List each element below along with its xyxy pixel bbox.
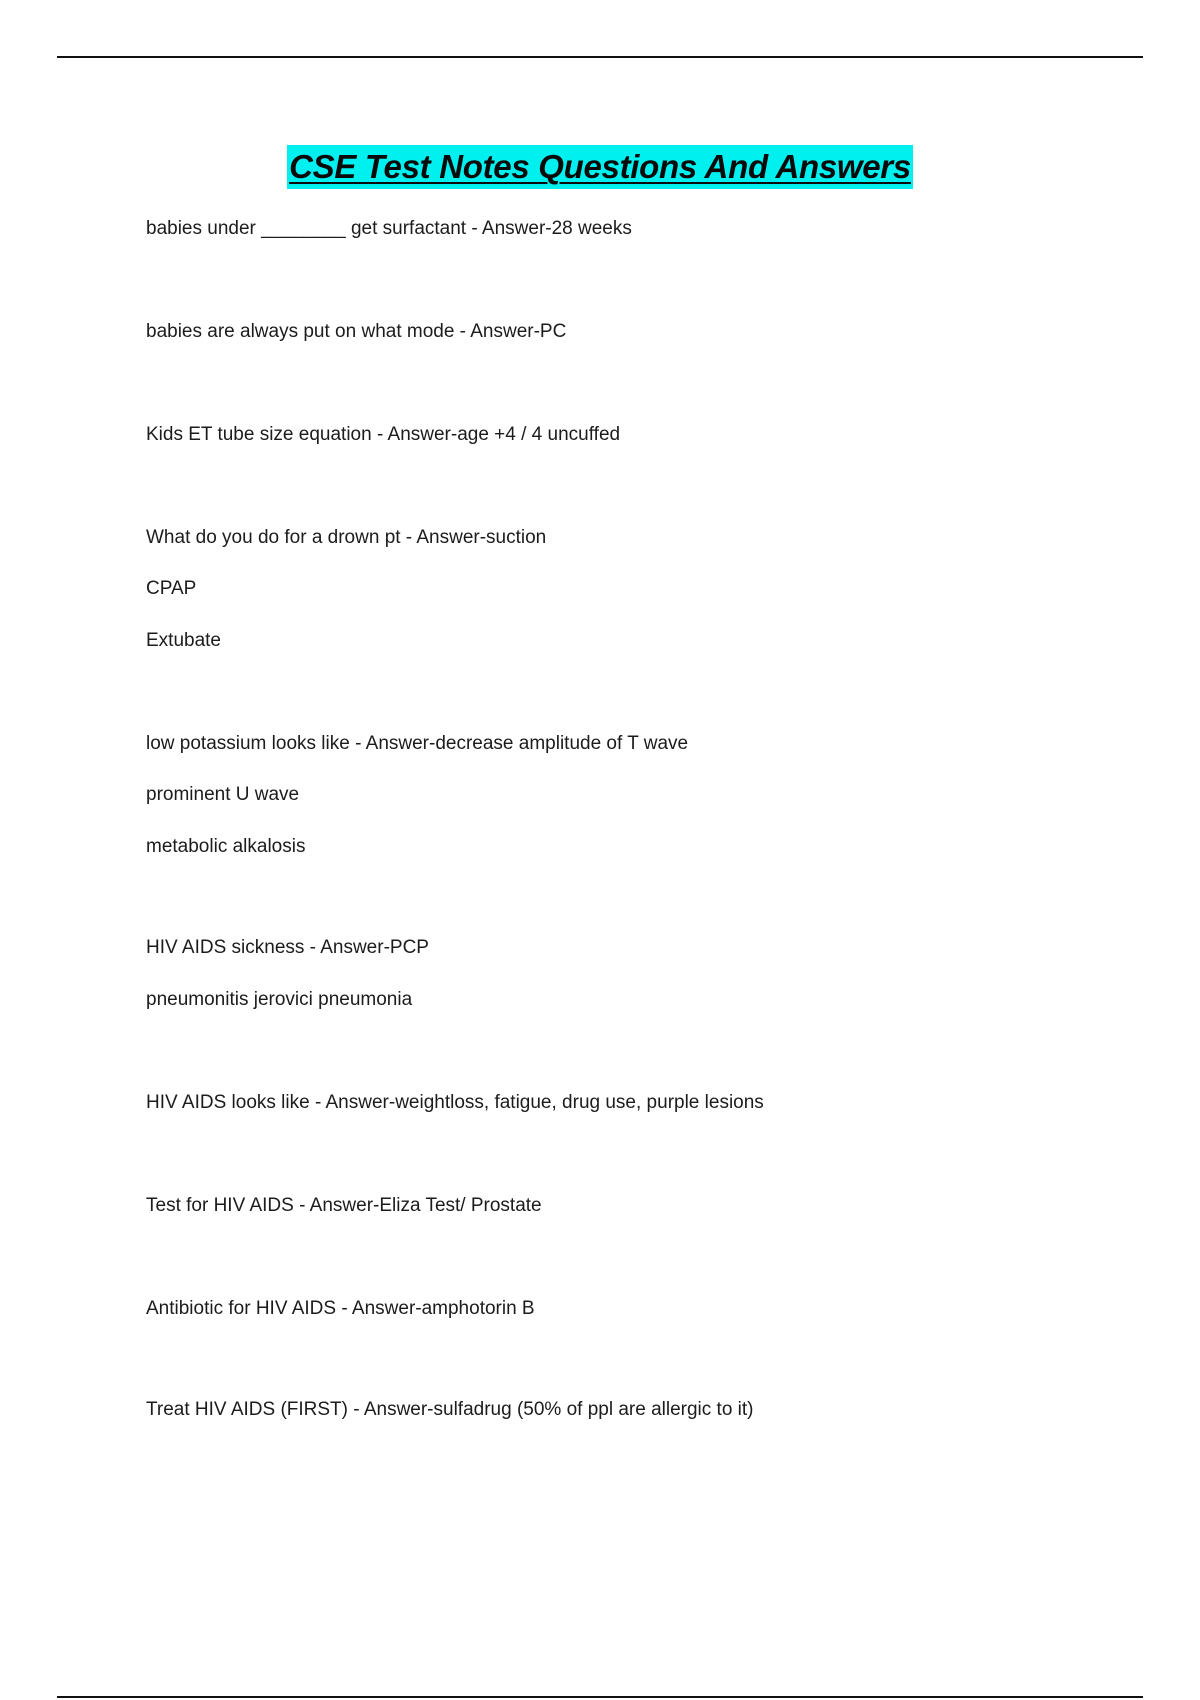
text-line: Antibiotic for HIV AIDS - Answer-amphotorin B <box>146 1298 535 1319</box>
text-line: HIV AIDS looks like - Answer-weightloss, fatigue, drug use, purple lesions <box>146 1092 764 1113</box>
text-line: babies under ________ get surfactant - Answer-28 weeks <box>146 218 632 239</box>
title-container <box>0 145 1200 189</box>
text-line: prominent U wave <box>146 784 300 805</box>
text-line: What do you do for a drown pt - Answer-suction <box>146 527 547 548</box>
header-rule <box>57 56 1143 58</box>
text-line: HIV AIDS sickness - Answer-PCP <box>146 937 429 958</box>
text-line: Extubate <box>146 630 221 651</box>
text-line: Kids ET tube size equation - Answer-age +4 / 4 uncuffed <box>146 424 621 445</box>
footer-rule <box>57 1696 1143 1698</box>
text-line: pneumonitis jerovici pneumonia <box>146 989 413 1010</box>
text-line: low potassium looks like - Answer-decrease amplitude of T wave <box>146 733 689 754</box>
document-title: CSE Test Notes Questions And Answers <box>287 145 913 189</box>
text-line: Test for HIV AIDS - Answer-Eliza Test/ Prostate <box>146 1195 542 1216</box>
text-line: Treat HIV AIDS (FIRST) - Answer-sulfadrug (50% of ppl are allergic to it) <box>146 1399 754 1420</box>
text-line: metabolic alkalosis <box>146 836 306 857</box>
text-line: babies are always put on what mode - Answer-PC <box>146 321 567 342</box>
text-line: CPAP <box>146 578 197 599</box>
